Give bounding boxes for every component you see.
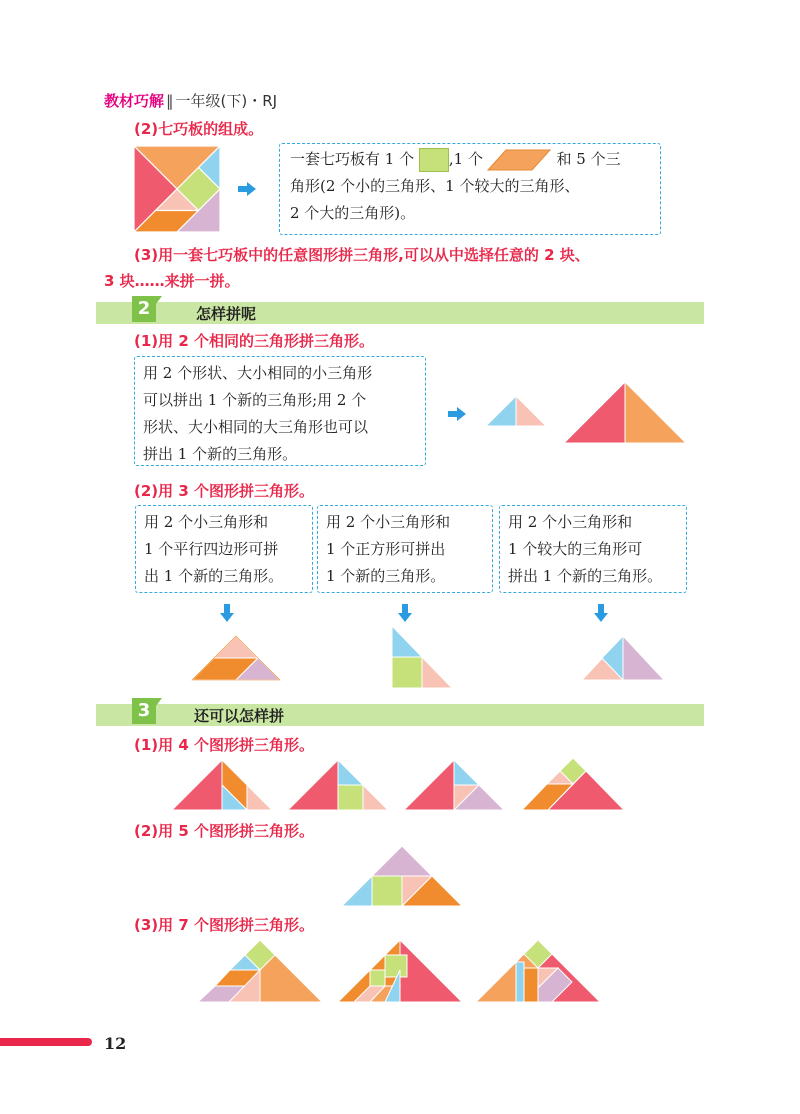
page-number: 12: [104, 1034, 127, 1053]
triangle-with-parallelogram-figure: [192, 636, 280, 680]
sec2-item1-line: 形状、大小相同的大三角形也可以: [143, 418, 369, 436]
triangle-with-medium-triangle-figure: [582, 636, 664, 680]
four-piece-triangle-2: [288, 760, 388, 810]
brand-title: 教材巧解: [104, 92, 165, 110]
grade-label: 一年级(下)・RJ: [175, 92, 278, 110]
sec2-item1-box: [134, 356, 426, 466]
item3-text-line1: (3)用一套七巧板中的任意图形拼三角形,可以从中选择任意的 2 块、: [134, 246, 590, 264]
box-a-line: 出 1 个新的三角形。: [144, 567, 284, 585]
box-c-line: 1 个较大的三角形可: [508, 540, 643, 558]
tangram-square-figure: [134, 146, 220, 232]
tangram-composition-title: (2)七巧板的组成。: [134, 120, 264, 138]
sec2-item1-line: 用 2 个形状、大小相同的小三角形: [143, 364, 373, 382]
section-2-title: 怎样拼呢: [196, 305, 257, 323]
section-2-badge: 2: [132, 296, 156, 322]
box-b-line: 1 个新的三角形。: [326, 567, 446, 585]
box-a-line: 用 2 个小三角形和: [144, 513, 269, 531]
box-c-line: 用 2 个小三角形和: [508, 513, 633, 531]
box-b-line: 1 个正方形可拼出: [326, 540, 446, 558]
four-piece-triangle-3: [404, 760, 504, 810]
seven-piece-triangle-2: [338, 940, 462, 1002]
desc-text-a: 一套七巧板有 1 个: [290, 150, 415, 168]
section-2-header: [96, 298, 704, 324]
desc-line-2: 角形(2 个小的三角形、1 个较大的三角形、: [290, 177, 580, 195]
seven-piece-triangle-1: [198, 940, 322, 1002]
section-3-header: [96, 700, 704, 726]
page-header: [104, 90, 277, 111]
sec3-item1-title: (1)用 4 个图形拼三角形。: [134, 736, 315, 754]
header-separator: ‖: [166, 92, 174, 110]
parallelogram-swatch: [488, 149, 552, 171]
triangle-with-square-figure: [392, 626, 452, 688]
five-piece-triangle: [342, 846, 462, 906]
sec3-item3-title: (3)用 7 个图形拼三角形。: [134, 916, 315, 934]
box-c-line: 拼出 1 个新的三角形。: [508, 567, 663, 585]
down-arrow-icon: [220, 604, 234, 622]
seven-piece-triangle-3: [476, 940, 600, 1002]
box-a-line: 1 个平行四边形可拼: [144, 540, 279, 558]
footer-red-bar: [0, 1038, 92, 1046]
sec2-item1-line: 拼出 1 个新的三角形。: [143, 445, 298, 463]
sec2-item2-title: (2)用 3 个图形拼三角形。: [134, 482, 315, 500]
sec3-item2-title: (2)用 5 个图形拼三角形。: [134, 822, 315, 840]
item3-text-line2: 3 块……来拼一拼。: [104, 272, 240, 290]
four-piece-triangle-1: [172, 760, 272, 810]
sec2-box-c: [499, 505, 687, 593]
down-arrow-icon: [594, 604, 608, 622]
square-swatch: [419, 148, 449, 172]
desc-line-3: 2 个大的三角形)。: [290, 204, 416, 222]
desc-text-c: 和 5 个三: [556, 150, 621, 168]
right-arrow-icon: [448, 407, 466, 421]
sec2-item1-line: 可以拼出 1 个新的三角形;用 2 个: [143, 391, 367, 409]
composition-description-box: [279, 143, 661, 235]
section-3-badge: 3: [132, 698, 156, 724]
desc-text-b: ,1 个: [448, 150, 483, 168]
right-arrow-icon: [238, 182, 256, 196]
two-large-triangles-figure: [564, 382, 686, 444]
sec2-item1-title: (1)用 2 个相同的三角形拼三角形。: [134, 332, 375, 350]
sec2-box-a: [135, 505, 313, 593]
section-3-title: 还可以怎样拼: [194, 707, 285, 725]
down-arrow-icon: [398, 604, 412, 622]
two-small-triangles-figure: [486, 396, 546, 428]
four-piece-triangle-4: [522, 758, 624, 810]
sec2-box-b: [317, 505, 493, 593]
box-b-line: 用 2 个小三角形和: [326, 513, 451, 531]
